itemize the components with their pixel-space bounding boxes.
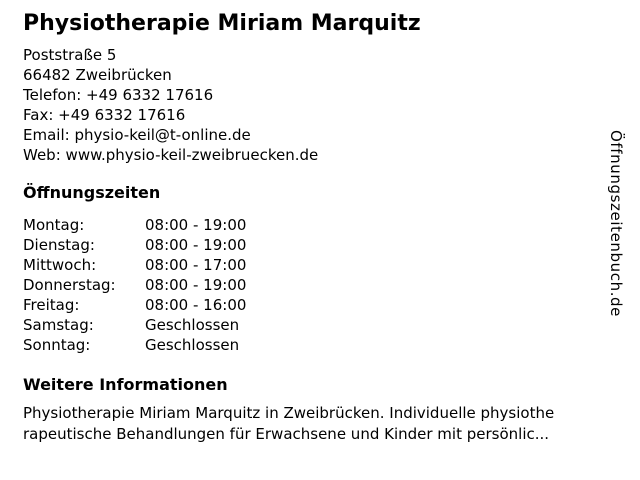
web-link[interactable]: www.physio-keil-zweibruecken.de (65, 146, 319, 164)
table-row-monday (23, 215, 634, 235)
description-text (23, 403, 634, 445)
hours-value: 08:00 - 19:00 (145, 216, 247, 234)
description-line-1: Physiotherapie Miriam Marquitz in Zweibrücken. Individuelle physiothe (23, 404, 555, 422)
hours-value: 08:00 - 16:00 (145, 296, 247, 314)
hours-value: Geschlossen (145, 316, 240, 334)
phone-value: +49 6332 17616 (86, 86, 214, 104)
table-row-wednesday (23, 255, 634, 275)
fax-label: Fax: (23, 106, 54, 124)
opening-hours-heading: Öffnungszeiten (23, 183, 161, 202)
day-label: Freitag: (23, 296, 80, 314)
address-street: Poststraße 5 (23, 46, 117, 64)
hours-value: 08:00 - 19:00 (145, 236, 247, 254)
table-row-tuesday (23, 235, 634, 255)
page-title: Physiotherapie Miriam Marquitz (23, 11, 421, 36)
site-watermark: Öffnungszeitenbuch.de (607, 130, 625, 318)
more-info-heading: Weitere Informationen (23, 375, 228, 394)
hours-value: 08:00 - 17:00 (145, 256, 247, 274)
opening-hours-table (23, 215, 634, 355)
web-line (23, 145, 634, 165)
fax-value: +49 6332 17616 (58, 106, 186, 124)
day-label: Dienstag: (23, 236, 95, 254)
day-label: Montag: (23, 216, 85, 234)
fax-line (23, 105, 634, 125)
web-label: Web: (23, 146, 61, 164)
table-row-sunday (23, 335, 634, 355)
address-city: 66482 Zweibrücken (23, 66, 172, 84)
table-row-friday (23, 295, 634, 315)
hours-value: Geschlossen (145, 336, 240, 354)
day-label: Samstag: (23, 316, 94, 334)
email-link[interactable]: physio-keil@t-online.de (74, 126, 251, 144)
hours-value: 08:00 - 19:00 (145, 276, 247, 294)
description-line-2: rapeutische Behandlungen für Erwachsene und Kinder mit persönlic... (23, 425, 550, 443)
table-row-saturday (23, 315, 634, 335)
email-label: Email: (23, 126, 70, 144)
phone-label: Telefon: (23, 86, 82, 104)
phone-line (23, 85, 634, 105)
day-label: Donnerstag: (23, 276, 116, 294)
email-line (23, 125, 634, 145)
day-label: Mittwoch: (23, 256, 97, 274)
contact-info (23, 45, 634, 165)
day-label: Sonntag: (23, 336, 91, 354)
table-row-thursday (23, 275, 634, 295)
